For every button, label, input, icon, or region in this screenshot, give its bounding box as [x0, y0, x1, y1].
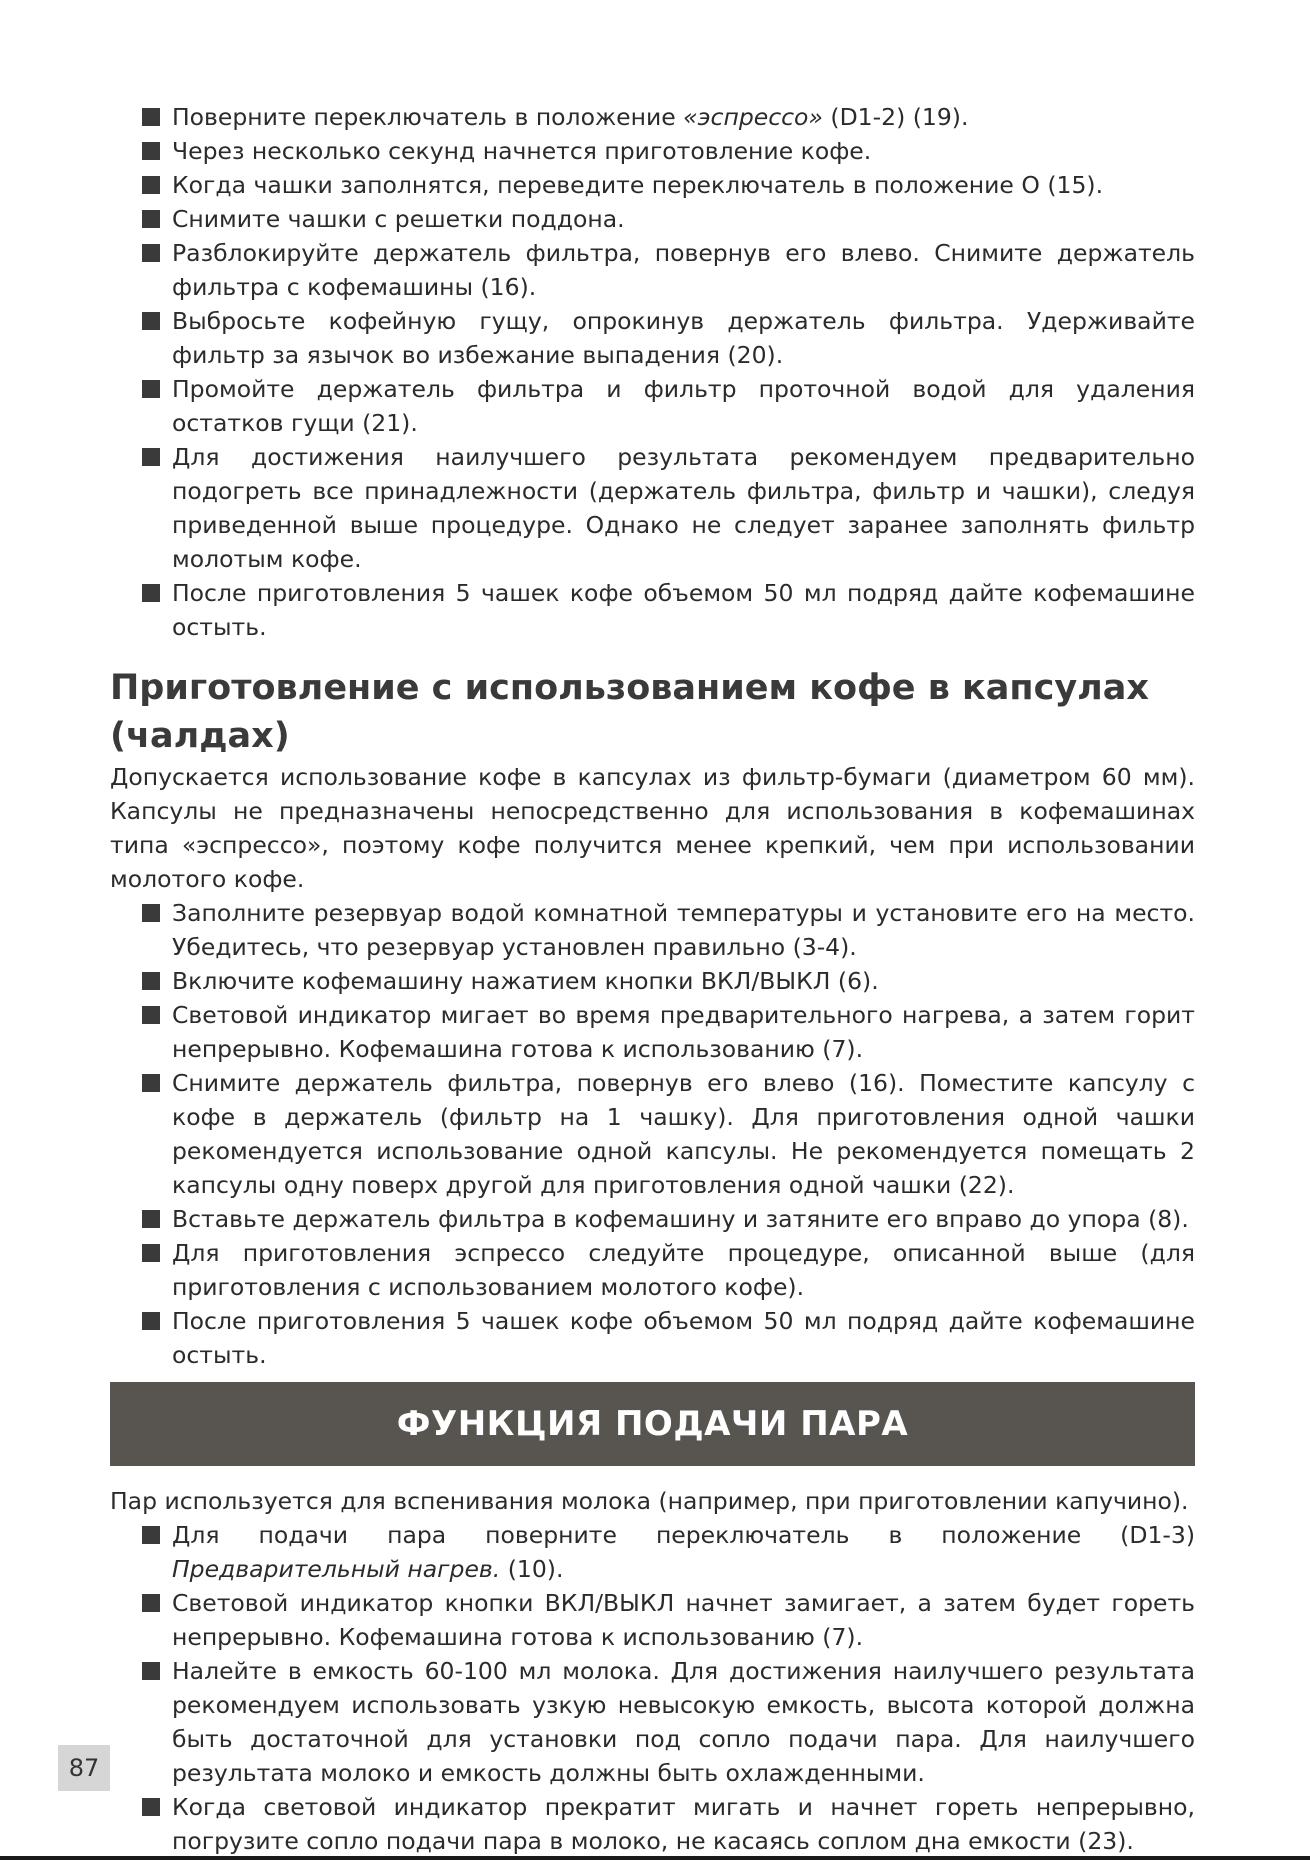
- list-item: [110, 896, 1195, 964]
- bullet-square-icon: [142, 1594, 160, 1612]
- section-intro: Допускается использование кофе в капсулах из фильтр-бумаги (диаметром 60 мм). Капсулы не предназначены непосредственно для использования в кофемашинах типа «эспрессо», поэтому кофе получится менее крепкий, чем при использовании молотого кофе.: [110, 763, 1195, 893]
- list-item: [110, 1236, 1195, 1304]
- list-item: [110, 1790, 1195, 1858]
- list-item: [110, 304, 1195, 372]
- list-item-text: Для приготовления эспрессо следуйте процедуре, описанной выше (для приготовления с использованием молотого кофе).: [172, 1239, 1195, 1301]
- bullet-square-icon: [142, 1798, 160, 1816]
- bullet-square-icon: [142, 380, 160, 398]
- list-item-text: Разблокируйте держатель фильтра, повернув его влево. Снимите держатель фильтра с кофемашины (16).: [172, 239, 1195, 301]
- bullet-square-icon: [142, 904, 160, 922]
- bullet-square-icon: [142, 312, 160, 330]
- bullet-square-icon: [142, 176, 160, 194]
- page-content: [110, 100, 1195, 1858]
- list-item: [110, 100, 1195, 134]
- list-item-text: Через несколько секунд начнется приготовление кофе.: [172, 137, 872, 165]
- instruction-list-steam: [110, 1518, 1195, 1858]
- bottom-rule: [0, 1856, 1310, 1860]
- instruction-list-espresso: [110, 100, 1195, 644]
- list-item: [110, 964, 1195, 998]
- list-item-text: Снимите держатель фильтра, повернув его влево (16). Поместите капсулу с кофе в держатель (фильтр на 1 чашку). Для приготовления одной чашки рекомендуется использование одной капсулы. Не рекомендуется помещать 2 капсулы одну поверх другой для приготовления одной чашки (22).: [172, 1069, 1195, 1199]
- list-item-text: Световой индикатор кнопки ВКЛ/ВЫКЛ начнет замигает, а затем будет гореть непрерывно. Кофемашина готова к использованию (7).: [172, 1589, 1195, 1651]
- list-item-text: Заполните резервуар водой комнатной температуры и установите его на место. Убедитесь, что резервуар установлен правильно (3-4).: [172, 899, 1195, 961]
- list-item-text: Включите кофемашину нажатием кнопки ВКЛ/ВЫКЛ (6).: [172, 967, 879, 995]
- bullet-square-icon: [142, 142, 160, 160]
- bullet-square-icon: [142, 1244, 160, 1262]
- bullet-square-icon: [142, 1006, 160, 1024]
- list-item: [110, 440, 1195, 576]
- list-item: [110, 1202, 1195, 1236]
- banner-title: ФУНКЦИЯ ПОДАЧИ ПАРА: [396, 1404, 909, 1444]
- bullet-square-icon: [142, 972, 160, 990]
- bullet-square-icon: [142, 1662, 160, 1680]
- list-item-text: Для подачи пара поверните переключатель в положение (D1-3): [172, 1521, 1195, 1549]
- list-item: [110, 1066, 1195, 1202]
- section-banner: [110, 1382, 1195, 1466]
- list-item-text: Налейте в емкость 60-100 мл молока. Для достижения наилучшего результата рекомендуем использовать узкую невысокую емкость, высота которой должна быть достаточной для установки под сопло подачи пара. Для наилучшего результата молоко и емкость должны быть охлажденными.: [172, 1657, 1195, 1787]
- list-item-emphasis: Предварительный нагрев.: [172, 1555, 501, 1583]
- bullet-square-icon: [142, 1312, 160, 1330]
- bullet-square-icon: [142, 1210, 160, 1228]
- bullet-square-icon: [142, 1526, 160, 1544]
- list-item-text-end: (10).: [500, 1555, 564, 1583]
- list-item: [110, 576, 1195, 644]
- list-item-text: Когда чашки заполнятся, переведите переключатель в положение O (15).: [172, 171, 1104, 199]
- list-item: [110, 168, 1195, 202]
- list-item: [110, 236, 1195, 304]
- list-item: [110, 998, 1195, 1066]
- list-item-text: После приготовления 5 чашек кофе объемом 50 мл подряд дайте кофемашине остыть.: [172, 1307, 1195, 1369]
- list-item: [110, 372, 1195, 440]
- bullet-square-icon: [142, 108, 160, 126]
- steam-intro: Пар используется для вспенивания молока (например, при приготовлении капучино).: [110, 1487, 1189, 1515]
- list-item: [110, 202, 1195, 236]
- list-item-emphasis: «эспрессо»: [683, 103, 823, 131]
- list-item: [110, 1518, 1195, 1586]
- bullet-square-icon: [142, 210, 160, 228]
- bullet-square-icon: [142, 448, 160, 466]
- list-item-text-end: (D1-2) (19).: [822, 103, 969, 131]
- list-item-text: Для достижения наилучшего результата рекомендуем предварительно подогреть все принадлежности (держатель фильтра, фильтр и чашки), следуя приведенной выше процедуре. Однако не следует заранее заполнять фильтр молотым кофе.: [172, 443, 1195, 573]
- list-item-text: Снимите чашки с решетки поддона.: [172, 205, 625, 233]
- page-number: 87: [58, 1745, 110, 1791]
- list-item-text: Когда световой индикатор прекратит мигать и начнет гореть непрерывно, погрузите сопло подачи пара в молоко, не касаясь соплом дна емкости (23).: [172, 1793, 1195, 1855]
- bullet-square-icon: [142, 244, 160, 262]
- instruction-list-capsules: [110, 896, 1195, 1372]
- list-item-text: Поверните переключатель в положение: [172, 103, 684, 131]
- list-item: [110, 1304, 1195, 1372]
- list-item-text: Световой индикатор мигает во время предварительного нагрева, а затем горит непрерывно. Кофемашина готова к использованию (7).: [172, 1001, 1195, 1063]
- list-item-text: Вставьте держатель фильтра в кофемашину и затяните его вправо до упора (8).: [172, 1205, 1189, 1233]
- list-item: [110, 1654, 1195, 1790]
- list-item: [110, 134, 1195, 168]
- bullet-square-icon: [142, 1074, 160, 1092]
- list-item-text: Промойте держатель фильтра и фильтр проточной водой для удаления остатков гущи (21).: [172, 375, 1195, 437]
- list-item-text: Выбросьте кофейную гущу, опрокинув держатель фильтра. Удерживайте фильтр за язычок во избежание выпадения (20).: [172, 307, 1195, 369]
- list-item-text: После приготовления 5 чашек кофе объемом 50 мл подряд дайте кофемашине остыть.: [172, 579, 1195, 641]
- list-item: [110, 1586, 1195, 1654]
- section-title: Приготовление с использованием кофе в капсулах (чалдах): [110, 668, 1149, 756]
- bullet-square-icon: [142, 584, 160, 602]
